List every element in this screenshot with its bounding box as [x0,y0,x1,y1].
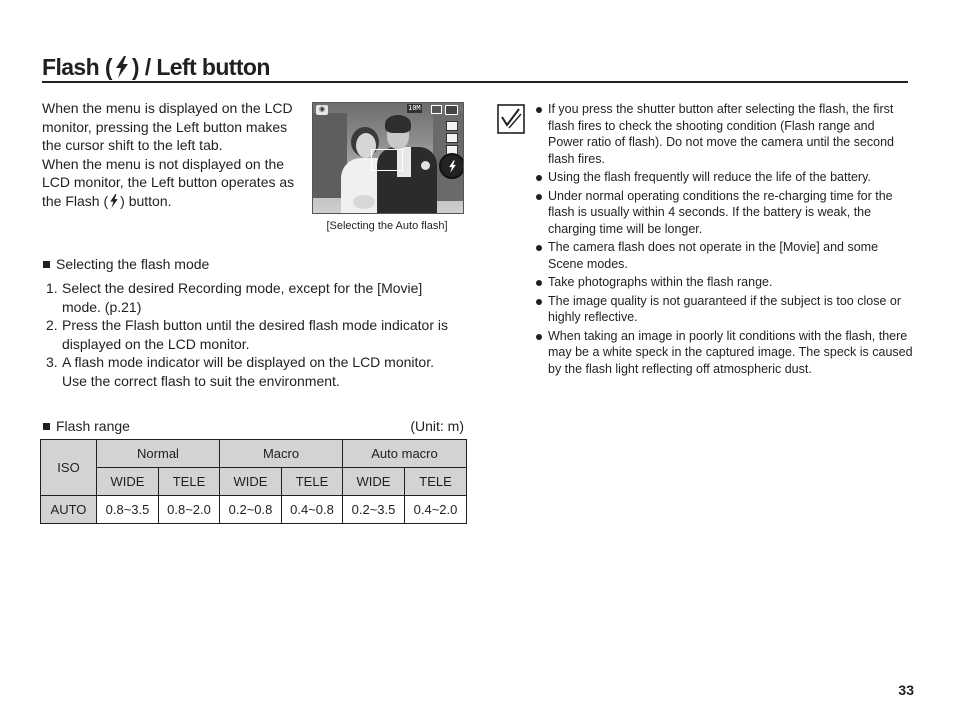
metering-icon [446,133,458,143]
page-number: 33 [898,682,914,698]
table-cell: 0.2~0.8 [220,496,282,524]
step-number: 3. [46,354,58,370]
intro-paragraph-2-start: When the menu is not displayed on the LCD monitor, the Left button operates as the Flash ( [42,155,295,209]
list-item [535,239,913,272]
lcd-screenshot [312,102,464,214]
subheader-cell: TELE [159,468,220,496]
row-label-cell: AUTO [41,496,97,524]
lcd-caption: [Selecting the Auto flash] [326,220,448,232]
bullet-dot-icon [536,245,542,251]
note-text: Take photographs within the flash range. [548,275,773,290]
table-row [41,496,467,524]
selecting-heading-text: Selecting the flash mode [56,256,210,272]
intro-text [42,99,304,213]
lcd-boutonniere [421,161,430,170]
list-item [535,101,913,167]
step-item [46,353,456,390]
bullet-dot-icon [536,194,542,200]
list-item [535,169,913,186]
flash-range-heading-text: Flash range [56,418,130,434]
title-divider [42,81,908,83]
table-cell: 0.8~3.5 [97,496,159,524]
table-subheader-row [41,468,467,496]
group-header-auto-macro: Auto macro [343,440,467,468]
list-item [535,188,913,238]
selecting-heading [43,255,209,273]
note-text: If you press the shutter button after selecting the flash, the first flash fires to check the shooting condition (Flash range and Power ratio of flash). Do not move the camera until the second flash fires. [548,102,895,166]
lcd-groom-hair [385,115,411,133]
page-title-suffix: ) / Left button [131,54,270,80]
notes-list [535,101,913,379]
lcd-bouquet [353,195,375,209]
intro-paragraph-2 [42,155,304,213]
table-cell: 0.4~0.8 [282,496,343,524]
step-text: A flash mode indicator will be displayed on the LCD monitor. Use the correct flash to suit the environment. [62,354,434,389]
iso-header-cell: ISO [41,440,97,496]
note-text: Using the flash frequently will reduce the life of the battery. [548,170,871,185]
group-header-normal: Normal [97,440,220,468]
list-item [535,328,913,378]
square-bullet-icon [43,261,50,268]
step-text: Select the desired Recording mode, except for the [Movie] mode. (p.21) [62,280,423,315]
note-text: When taking an image in poorly lit conditions with the flash, there may be a white speck in the captured image. The speck is caused by the flash light reflecting off atmospheric dust. [548,328,913,376]
step-text: Press the Flash button until the desired flash mode indicator is displayed on the LCD monitor. [62,317,448,352]
step-number: 1. [46,280,58,296]
memory-card-icon [445,105,458,115]
note-text: Under normal operating conditions the re-charging time for the flash is usually within 4 seconds. If the battery is weak, the charging time will be longer. [548,188,893,236]
subheader-cell: TELE [405,468,467,496]
bullet-dot-icon [536,107,542,113]
step-number: 2. [46,317,58,333]
note-text: The image quality is not guaranteed if the subject is too close or highly reflective. [548,293,901,325]
list-item [535,293,913,326]
auto-flash-indicator-icon [439,153,464,179]
bullet-dot-icon [536,334,542,340]
table-header-row [41,440,467,468]
square-bullet-icon [43,423,50,430]
note-check-icon [497,104,525,134]
step-item [46,279,456,316]
step-item [46,316,456,353]
subheader-cell: WIDE [343,468,405,496]
resolution-label: 10M [408,104,421,112]
flash-bolt-icon [109,194,119,213]
intro-paragraph-1: When the menu is displayed on the LCD monitor, pressing the Left button makes the cursor shift to the left tab. [42,100,293,154]
battery-icon [431,105,442,114]
list-item [535,274,913,291]
subheader-cell: TELE [282,468,343,496]
focus-frame [371,149,403,171]
quality-icon [446,121,458,131]
bullet-dot-icon [536,280,542,286]
flash-range-table [40,439,467,524]
group-header-macro: Macro [220,440,343,468]
note-text: The camera flash does not operate in the [Movie] and some Scene modes. [548,240,879,271]
table-cell: 0.8~2.0 [159,496,220,524]
bullet-dot-icon [536,175,542,181]
bullet-dot-icon [536,299,542,305]
page-title-prefix: Flash ( [42,54,112,80]
subheader-cell: WIDE [220,468,282,496]
camera-mode-icon: ◉ [316,105,328,115]
table-cell: 0.4~2.0 [405,496,467,524]
flash-range-unit: (Unit: m) [410,418,464,434]
intro-paragraph-2-end: ) button. [120,192,172,209]
subheader-cell: WIDE [97,468,159,496]
flash-range-heading [43,417,130,435]
table-cell: 0.2~3.5 [343,496,405,524]
